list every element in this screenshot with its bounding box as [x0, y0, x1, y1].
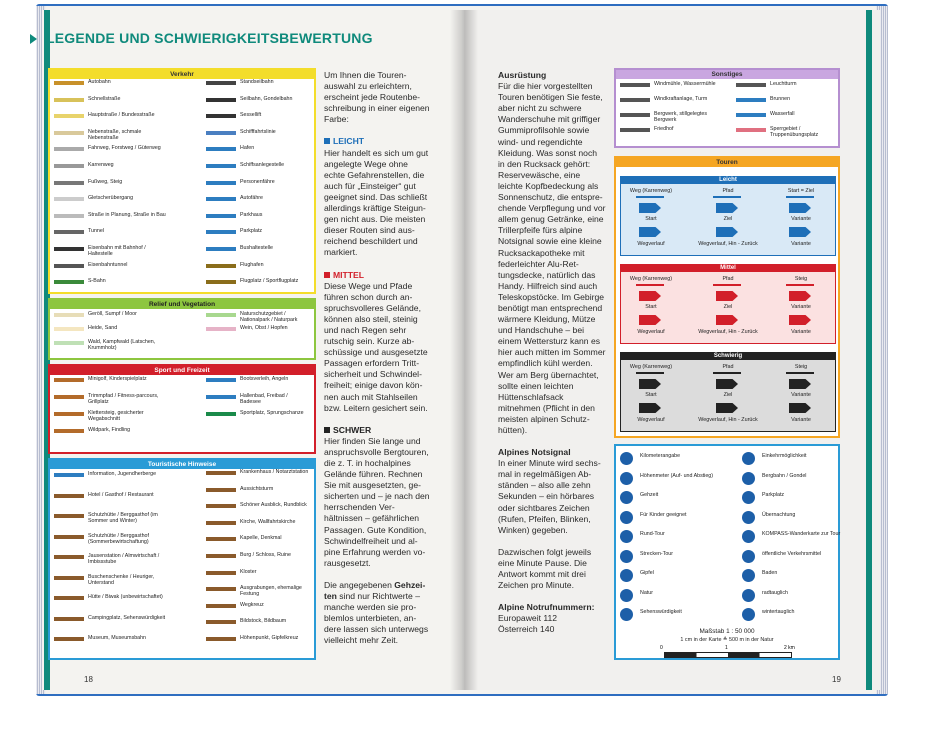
touren-line-label: Pfad — [722, 188, 734, 194]
legend-circle-icon — [620, 550, 633, 563]
legend-swatch-icon — [206, 114, 236, 118]
legend-swatch-icon — [206, 181, 236, 185]
legend-circle-icon — [742, 550, 755, 563]
touren-line-icon — [713, 372, 741, 374]
touren-level-header: Leicht — [620, 176, 836, 184]
page-title: LEGENDE UND SCHWIERIGKEITSBEWERTUNG — [46, 30, 373, 46]
ausruestung-text: Für die hier vorgestellten Touren benötigen Sie feste, aber nicht zu schwere Wanderschuhe mit griffiger Gummiprofilsohle sowie wind- und regendichte Kleidung. Was sonst noch in den Rucksack gehört: Reservewäsche, eine leichte Kopfbedeckung als Sonnenschutz, die entsprechende Verpflegung und vor allem genug Getränke, eine Trillerpfeife fürs alpine Notsignal sowie eine kleine Rucksackapotheke mit federleichter Alu-Rettungsdecke, natürlich das Handy. Hilfreich sind auch Teleskopstöcke. Im Gebirge benötigt man entsprechend wärmere Kleidung, Mütze und Handschuhe – bei einem Wettersturz kann es hier auch mitten im Sommer empfindlich kühl werden. Wer am Berg übernachtet, sollte einen leichten Hüttenschlafsack mitnehmen (Pflicht in den meisten alpinen Schutzhütten). — [498, 81, 606, 435]
legend-swatch-icon — [54, 230, 84, 234]
legend-swatch-icon — [620, 128, 650, 132]
legend-swatch-icon — [54, 341, 84, 345]
legend-swatch-icon — [206, 395, 236, 399]
legend-swatch-icon — [54, 147, 84, 151]
notsignal-heading: Alpines Notsignal — [498, 447, 571, 458]
legend-swatch-icon — [54, 576, 84, 580]
legend-label: Eisenbahn mit Bahnhof / Haltestelle — [88, 245, 146, 257]
legend-label: Minigolf, Kinderspielplatz — [88, 376, 147, 382]
legend-circle-icon — [742, 530, 755, 543]
legend-label: Karrenweg — [88, 162, 114, 168]
notruf-line-1: Europaweit 112 — [498, 613, 558, 624]
legend-label: Hafen — [240, 145, 255, 152]
legend-label: Wasserfall — [770, 111, 795, 117]
legend-touren-header: Touren — [616, 158, 838, 167]
legend-swatch-icon — [54, 494, 84, 498]
legend-swatch-icon — [206, 164, 236, 168]
legend-label: Autofähre — [240, 195, 263, 202]
legend-label: Hauptstraße / Bundesstraße — [88, 112, 155, 119]
legend-swatch-icon — [206, 81, 236, 85]
touren-arrow-label: Wegverlauf, Hin - Zurück — [698, 241, 758, 247]
legend-label: Naturschutzgebiet / Nationalpark / Naturpark — [240, 311, 298, 323]
text-column-right — [498, 70, 606, 636]
legend-swatch-icon — [206, 521, 236, 525]
legend-swatch-icon — [54, 555, 84, 559]
legend-swatch-icon — [736, 113, 766, 117]
touren-sign-label: Start — [645, 216, 657, 222]
legend-label: Kapelle, Denkmal — [240, 535, 282, 542]
legend-swatch-icon — [206, 587, 236, 591]
touren-sign-label: Ziel — [723, 392, 733, 398]
legend-sonstiges-header: Sonstiges — [616, 70, 838, 79]
touren-arrow-label: Wegverlauf — [637, 241, 665, 247]
legend-label: Fahrweg, Forstweg / Güterweg — [88, 145, 161, 152]
legend-circle-icon — [620, 569, 633, 582]
legend-label: Bootsverleih, Angeln — [240, 376, 289, 382]
legend-circle-icon — [620, 472, 633, 485]
legend-swatch-icon — [54, 429, 84, 433]
ausruestung-heading: Ausrüstung — [498, 70, 547, 80]
legend-swatch-icon — [206, 327, 236, 331]
legend-circle-icon — [620, 589, 633, 602]
legend-label: Leuchtturm — [770, 81, 797, 87]
legend-label: Wildpark, Findling — [88, 427, 131, 433]
scale-bar — [664, 652, 792, 658]
legend-circle-icon — [742, 608, 755, 621]
legend-label: Fußweg, Steig — [88, 178, 123, 185]
legend-swatch-icon — [54, 378, 84, 382]
legend-label: Eisenbahntunnel — [88, 261, 128, 268]
legend-icon-label: KOMPASS-Wanderkarte zur Tour — [762, 531, 841, 537]
title-marker-icon — [30, 34, 37, 44]
legend-swatch-icon — [54, 535, 84, 539]
legend-swatch-icon — [206, 98, 236, 102]
touren-line-label: Start = Ziel — [787, 188, 815, 194]
legend-swatch-icon — [620, 113, 650, 117]
legend-swatch-icon — [54, 81, 84, 85]
legend-swatch-icon — [206, 412, 236, 416]
touren-level-header: Mittel — [620, 264, 836, 272]
touren-line-label: Weg (Karrenweg) — [629, 188, 673, 194]
legend-touristisch-header: Touristische Hinweise — [50, 460, 314, 469]
legend-label: Hotel / Gasthof / Restaurant — [88, 491, 154, 498]
legend-circle-icon — [742, 452, 755, 465]
legend-label: Trimmpfad / Fitness-parcours, Grillplatz — [88, 393, 159, 405]
gehzeiten-rest: sind nur Richtwerte – manche werden sie problemlos unterbieten, andere lassen sich unterwegs vielleicht mehr Zeit. — [324, 591, 429, 646]
touren-arrow-label: Variante — [791, 417, 811, 423]
legend-verkehr-header: Verkehr — [50, 70, 314, 79]
scale-tick-2: 2 km — [784, 645, 795, 651]
legend-label: Höhenpunkt, Gipfelkreuz — [240, 635, 299, 641]
legend-icon-label: Rund-Tour — [640, 531, 665, 537]
legend-label: Autobahn — [88, 79, 111, 85]
page-number-right: 19 — [832, 675, 841, 684]
legend-label: S-Bahn — [88, 278, 106, 285]
gehzeiten-word: Gehzeiten — [324, 579, 426, 602]
legend-label: Schutzhütte / Berggasthof (im Sommer und Winter) — [88, 512, 158, 524]
leicht-text: Hier handelt es sich um gut angelegte Wege ohne echte Gefahrenstellen, die auch für „Einsteiger“ gut geeignet sind. Das schließt allerdings kräftige Steigungen nicht aus. Die meisten dieser Routen sind ausreichend beschildert und markiert. — [324, 147, 429, 258]
notruf-line-2: Österreich 140 — [498, 624, 555, 635]
legend-label: Kirche, Wallfahrtskirche — [240, 518, 296, 525]
touren-line-icon — [786, 372, 814, 374]
legend-swatch-icon — [620, 98, 650, 102]
touren-line-icon — [786, 284, 814, 286]
mittel-square-icon — [324, 272, 330, 278]
legend-label: Gletscherübergang — [88, 195, 134, 202]
schwer-heading-label: SCHWER — [333, 424, 372, 435]
legend-label: Ausgrabungen, ehemalige Festung — [240, 585, 302, 598]
legend-label: Schöner Ausblick, Rundblick — [240, 502, 307, 509]
legend-label: Campingplatz, Sehenswürdigkeit — [88, 614, 166, 621]
touren-arrow-label: Wegverlauf, Hin - Zurück — [698, 329, 758, 335]
touren-line-label: Pfad — [722, 364, 734, 370]
legend-label: Parkhaus — [240, 211, 263, 218]
legend-swatch-icon — [54, 395, 84, 399]
legend-swatch-icon — [206, 131, 236, 135]
scale-subtitle: 1 cm in der Karte ≙ 500 m in der Natur — [680, 637, 774, 643]
legend-icon-label: Baden — [762, 570, 778, 576]
legend-swatch-icon — [54, 412, 84, 416]
legend-label: Hallenbad, Freibad / Badesee — [240, 393, 288, 405]
text-column-left — [324, 70, 430, 658]
legend-label: Wald, Kampfwald (Latschen, Krummholz) — [88, 339, 156, 351]
schwer-text: Hier finden Sie lange und anspruchsvolle Bergtouren, die z. T. in hochalpines Gelände führen. Rechnen Sie mit ausgesetzten, gesicherten und – je nach den herrschenden Verhältnissen – gefährlichen Passagen. Gute Kondition, Schwindelfreiheit und alpine Erfahrung werden vorausgesetzt. — [324, 435, 430, 568]
legend-swatch-icon — [206, 247, 236, 251]
legend-label: Heide, Sand — [88, 325, 118, 331]
touren-arrow-label: Variante — [791, 241, 811, 247]
legend-swatch-icon — [54, 327, 84, 331]
legend-swatch-icon — [620, 83, 650, 87]
touren-line-label: Weg (Karrenweg) — [629, 364, 673, 370]
right-teal-bar — [866, 10, 872, 690]
legend-icon-label: Gehzeit — [640, 492, 659, 498]
legend-label: Aussichtsturm — [240, 485, 274, 492]
touren-sign-label: Start — [645, 304, 657, 310]
legend-swatch-icon — [206, 537, 236, 541]
legend-label: Sportplatz, Sprungschanze — [240, 410, 304, 416]
touren-line-icon — [636, 196, 664, 198]
legend-label: Hütte / Biwak (unbewirtschaftet) — [88, 594, 163, 600]
mittel-heading-label: MITTEL — [333, 269, 365, 280]
legend-label: Brunnen — [770, 96, 791, 102]
legend-circle-icon — [742, 472, 755, 485]
legend-swatch-icon — [206, 264, 236, 268]
touren-arrow-label: Variante — [791, 329, 811, 335]
legend-icon-label: Bergbahn / Gondel — [762, 472, 807, 479]
legend-swatch-icon — [206, 554, 236, 558]
legend-label: Information, Jugendherberge — [88, 471, 157, 477]
legend-swatch-icon — [54, 596, 84, 600]
intro-text: Um Ihnen die Tourenauswahl zu erleichtern, erscheint jede Routenbeschreibung in einer eigenen Farbe: — [324, 70, 430, 125]
legend-icon-label: Kilometerangabe — [640, 453, 681, 459]
legend-swatch-icon — [54, 514, 84, 518]
legend-circle-icon — [620, 491, 633, 504]
legend-icon-label: Sehenswürdigkeit — [640, 609, 682, 615]
touren-sign-label: Variante — [791, 392, 811, 398]
legend-label: Museum, Museumsbahn — [88, 635, 146, 641]
legend-circle-icon — [742, 491, 755, 504]
legend-label: Straße in Planung, Straße in Bau — [88, 211, 166, 218]
legend-label: Sessellift — [240, 112, 262, 119]
leicht-heading — [324, 136, 430, 147]
legend-label: Schnellstraße — [88, 95, 121, 102]
legend-swatch-icon — [736, 128, 766, 132]
touren-sign-label: Variante — [791, 216, 811, 222]
legend-icon-label: wintertauglich — [762, 609, 795, 615]
legend-swatch-icon — [736, 98, 766, 102]
legend-circle-icon — [742, 589, 755, 602]
legend-circle-icon — [620, 530, 633, 543]
legend-label: Nebenstraße, schmale Nebenstraße — [88, 128, 142, 141]
legend-label: Bushaltestelle — [240, 245, 273, 251]
legend-swatch-icon — [206, 197, 236, 201]
touren-line-icon — [636, 372, 664, 374]
legend-circle-icon — [620, 511, 633, 524]
touren-level-header: Schwierig — [620, 352, 836, 360]
legend-label: Jausenstation / Almwirtschaft / Imbissstube — [88, 553, 160, 565]
legend-label: Klettersteig, gesicherter Wegabschnitt — [88, 410, 144, 422]
gehzeiten-text — [324, 580, 430, 647]
mittel-text: Diese Wege und Pfade führen schon durch anspruchsvolleres Gelände, können also steil, steinig und nach Regen sehr rutschig sein. Kurze abschüssige und ausgesetzte Passagen erfordern Trittsicherheit und Schwindelfreiheit; einige davon können auch mit Stahlseilen bzw. Leitern gesichert sein. — [324, 280, 428, 413]
legend-icon-label: Höhenmeter (Auf- und Abstieg) — [640, 472, 714, 479]
legend-icon-label: radtauglich — [762, 589, 788, 596]
touren-line-icon — [713, 196, 741, 198]
page-number-left: 18 — [84, 675, 93, 684]
legend-label: Wegkreuz — [240, 601, 264, 608]
legend-swatch-icon — [206, 620, 236, 624]
schwer-square-icon — [324, 427, 330, 433]
legend-swatch-icon — [54, 114, 84, 118]
legend-swatch-icon — [206, 214, 236, 218]
notsignal-text-2: Dazwischen folgt jeweils eine Minute Pause. Die Antwort kommt mit drei Zeichen pro Minute. — [498, 546, 592, 591]
touren-arrow-label: Wegverlauf — [637, 417, 665, 423]
touren-line-label: Pfad — [722, 276, 734, 282]
legend-swatch-icon — [54, 264, 84, 268]
legend-label: Friedhof — [654, 126, 674, 132]
legend-swatch-icon — [206, 604, 236, 608]
legend-swatch-icon — [54, 313, 84, 317]
legend-label: Seilbahn, Gondelbahn — [240, 95, 293, 102]
legend-icon-label: Parkplatz — [762, 492, 785, 498]
legend-icon-label: Natur — [640, 589, 653, 596]
gehzeiten-pre: Die angegebenen — [324, 579, 392, 590]
legend-label: Schutzhütte / Berggasthof (Sommerbewirtschaftung) — [88, 532, 149, 545]
legend-swatch-icon — [54, 280, 84, 284]
leicht-heading-label: LEICHT — [333, 136, 365, 147]
legend-swatch-icon — [54, 214, 84, 218]
legend-icon-label: Gipfel — [640, 570, 654, 576]
legend-relief-header: Relief und Vegetation — [50, 300, 314, 309]
legend-swatch-icon — [54, 164, 84, 168]
schwer-heading — [324, 425, 430, 436]
legend-label: Flugplatz / Sportflugplatz — [240, 278, 299, 285]
legend-label: Buschenschenke / Heuriger, Unterstand — [88, 573, 155, 586]
legend-swatch-icon — [54, 617, 84, 621]
legend-swatch-icon — [206, 504, 236, 508]
legend-swatch-icon — [54, 131, 84, 135]
legend-label: Sperrgebiet / Truppenübungsplatz — [770, 126, 819, 138]
legend-swatch-icon — [54, 247, 84, 251]
touren-arrow-label: Wegverlauf, Hin - Zurück — [698, 417, 758, 423]
legend-circle-icon — [742, 511, 755, 524]
legend-label: Schifffahrtslinie — [240, 128, 276, 135]
touren-arrow-label: Wegverlauf — [637, 329, 665, 335]
legend-swatch-icon — [54, 473, 84, 477]
scale-title: Maßstab 1 : 50 000 — [699, 628, 755, 635]
legend-label: Bildstock, Bildbaum — [240, 618, 287, 625]
legend-swatch-icon — [54, 637, 84, 641]
legend-swatch-icon — [206, 230, 236, 234]
leicht-square-icon — [324, 138, 330, 144]
legend-swatch-icon — [206, 488, 236, 492]
legend-label: Personenfähre — [240, 178, 275, 185]
legend-icon-label: öffentliche Verkehrsmittel — [762, 550, 822, 557]
legend-circle-icon — [620, 608, 633, 621]
legend-label: Standseilbahn — [240, 79, 274, 85]
touren-line-label: Steig — [794, 276, 808, 282]
legend-label: Windmühle, Wassermühle — [654, 81, 716, 87]
legend-swatch-icon — [54, 197, 84, 201]
touren-line-icon — [786, 196, 814, 198]
legend-swatch-icon — [736, 83, 766, 87]
legend-sport-header: Sport und Freizeit — [50, 366, 314, 375]
touren-line-label: Steig — [794, 364, 808, 370]
legend-swatch-icon — [54, 98, 84, 102]
legend-swatch-icon — [206, 147, 236, 151]
legend-label: Wein, Obst / Hopfen — [240, 325, 288, 331]
legend-icon-label: Einkehrmöglichkeit — [762, 453, 807, 459]
legend-icon-label: Übernachtung — [762, 511, 796, 518]
legend-swatch-icon — [54, 181, 84, 185]
touren-line-icon — [713, 284, 741, 286]
legend-label: Burg / Schloss, Ruine — [240, 552, 291, 558]
touren-line-label: Weg (Karrenweg) — [629, 276, 673, 282]
legend-label: Flughafen — [240, 261, 264, 268]
legend-circle-icon — [620, 452, 633, 465]
touren-sign-label: Ziel — [723, 304, 733, 310]
touren-sign-label: Ziel — [723, 216, 733, 222]
legend-swatch-icon — [206, 571, 236, 575]
legend-label: Geröll, Sumpf / Moor — [88, 311, 137, 317]
scale-tick-0: 0 — [660, 645, 663, 651]
legend-swatch-icon — [206, 313, 236, 317]
legend-label: Bergwerk, stillgelegtes Bergwerk — [654, 111, 707, 123]
scale-tick-1: 1 — [725, 645, 728, 651]
touren-sign-label: Variante — [791, 304, 811, 310]
legend-circle-icon — [742, 569, 755, 582]
legend-label: Tunnel — [88, 228, 104, 235]
notruf-heading: Alpine Notrufnummern: — [498, 602, 595, 613]
legend-label: Kloster — [240, 568, 257, 575]
legend-swatch-icon — [206, 637, 236, 641]
legend-icon-label: Für Kinder geeignet — [640, 511, 687, 518]
mittel-heading — [324, 270, 430, 281]
touren-line-icon — [636, 284, 664, 286]
legend-swatch-icon — [206, 471, 236, 475]
touren-sign-label: Start — [645, 392, 657, 398]
legend-swatch-icon — [206, 280, 236, 284]
notsignal-text: In einer Minute wird sechsmal in regelmäßigen Abständen – also alle zehn Sekunden – ein hörbares oder sichtbares Zeichen (Rufen, Pfeifen, Blinken, Winken) gegeben. — [498, 458, 601, 535]
legend-label: Krankenhaus / Notarztstation — [240, 469, 309, 475]
legend-label: Parkplatz — [240, 228, 263, 235]
legend-icon-label: Strecken-Tour — [640, 550, 673, 557]
legend-swatch-icon — [206, 378, 236, 382]
legend-label: Windkraftanlage, Turm — [654, 96, 708, 102]
legend-label: Schiffsanlegestelle — [240, 162, 285, 168]
